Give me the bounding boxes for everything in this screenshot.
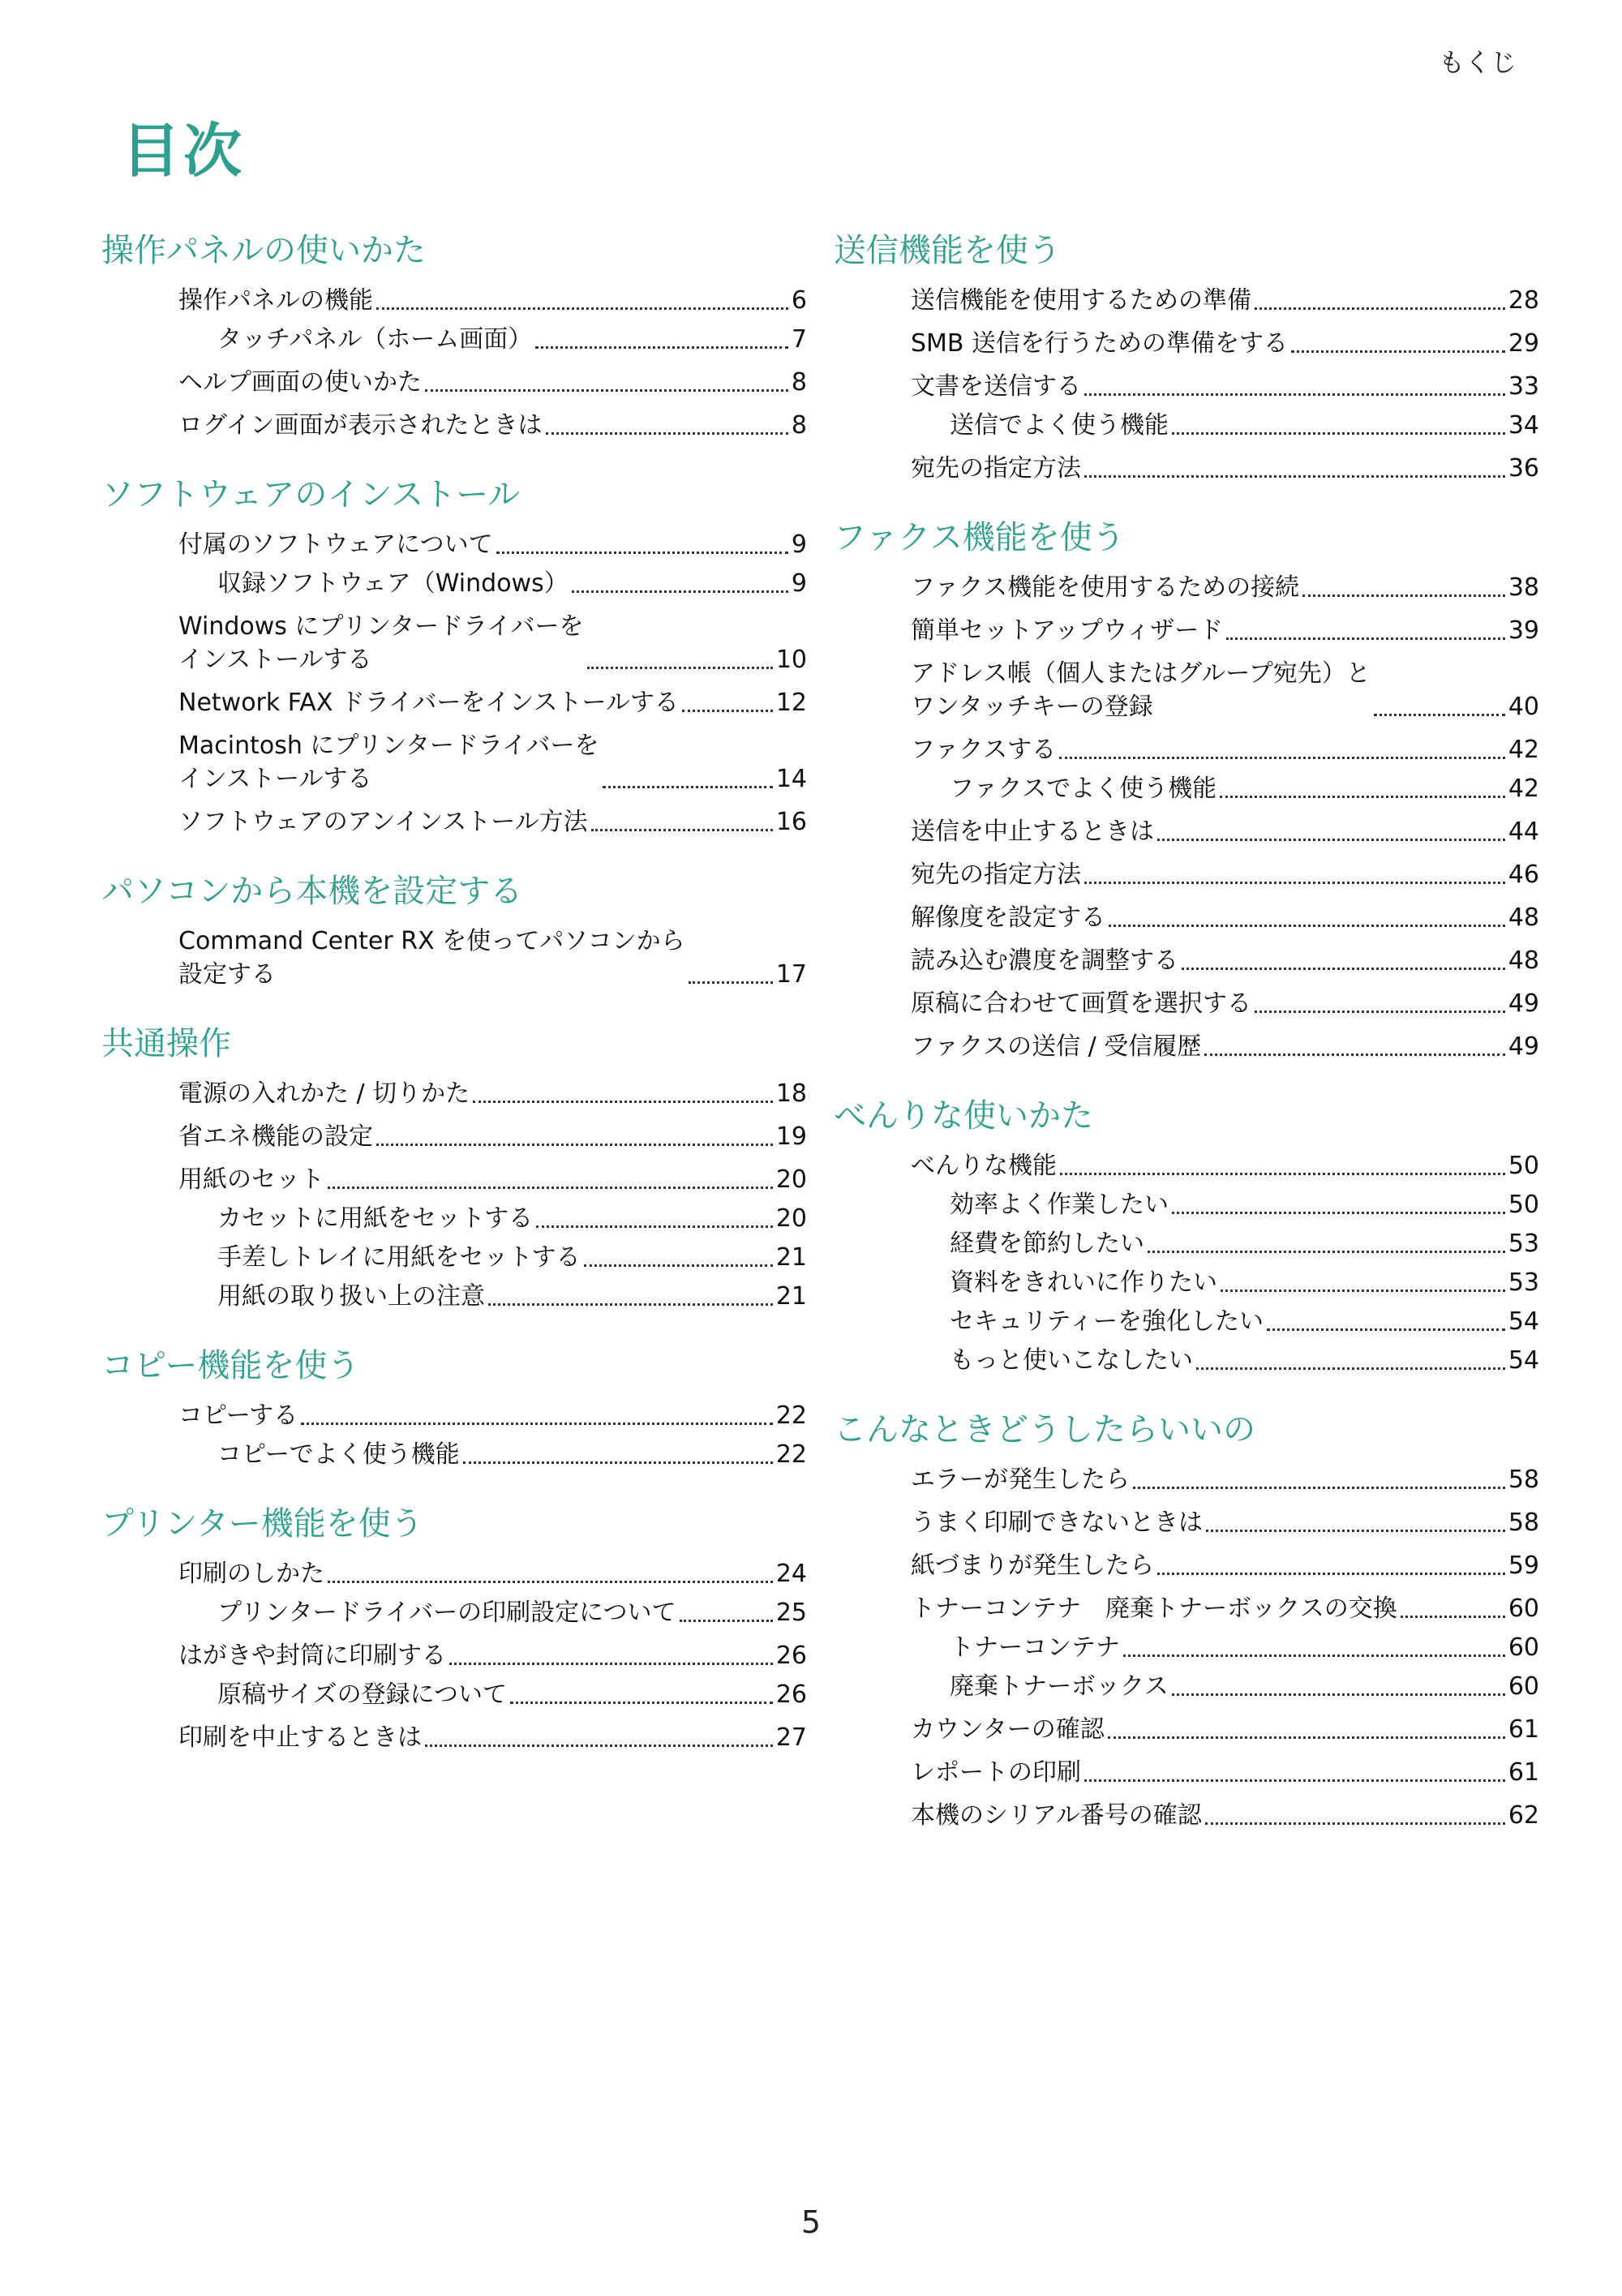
dot-leader: [689, 981, 773, 984]
toc-entry-page: 42: [1508, 775, 1539, 803]
toc-entry-label: Macintosh にプリンタードライバーを インストールする: [178, 732, 599, 793]
toc-column-left: [101, 227, 807, 1783]
toc-entry-label: 送信でよく使う機能: [950, 411, 1169, 440]
dot-leader: [488, 1303, 773, 1306]
toc-entry-page: 54: [1508, 1346, 1539, 1375]
toc-entry[interactable]: [950, 1344, 1539, 1377]
toc-entry[interactable]: [911, 901, 1539, 934]
toc-entry-label: 解像度を設定する: [911, 903, 1105, 932]
dot-leader: [591, 829, 773, 831]
toc-entry-label: Windows にプリンタードライバーを インストールする: [178, 612, 584, 674]
section-title: べんりな使いかた: [834, 1097, 1093, 1135]
dot-leader: [510, 1702, 773, 1704]
toc-entry-page: 33: [1508, 372, 1539, 401]
dot-leader: [572, 590, 788, 593]
toc-entry[interactable]: [178, 610, 807, 676]
dot-leader: [449, 1663, 773, 1665]
toc-entry[interactable]: [911, 858, 1539, 891]
toc-entry[interactable]: [178, 1557, 807, 1590]
toc-entry[interactable]: [178, 686, 807, 719]
toc-entry-label: 効率よく作業したい: [950, 1191, 1169, 1219]
toc-entry-page: 60: [1508, 1672, 1539, 1701]
toc-entry-label: 印刷のしかた: [178, 1560, 324, 1588]
toc-entry-page: 38: [1508, 573, 1539, 602]
dot-leader: [425, 389, 788, 392]
toc-entry-label: 文書を送信する: [911, 372, 1081, 401]
toc-entry-page: 42: [1508, 736, 1539, 764]
dot-leader: [1374, 714, 1505, 716]
toc-entry-page: 60: [1508, 1633, 1539, 1662]
toc-entry[interactable]: [217, 1241, 807, 1274]
dot-leader: [584, 1264, 773, 1267]
toc-entry[interactable]: [911, 1549, 1539, 1582]
toc-section: [101, 471, 807, 839]
toc-entry-page: 54: [1508, 1307, 1539, 1336]
dot-leader: [1182, 968, 1505, 970]
section-title: プリンター機能を使う: [101, 1505, 423, 1543]
toc-entry[interactable]: [217, 1202, 807, 1235]
dot-leader: [535, 346, 788, 349]
toc-entry-label: べんりな機能: [911, 1152, 1057, 1180]
toc-entry-label: トナーコンテナ: [950, 1633, 1120, 1662]
toc-entry-page: 50: [1508, 1152, 1539, 1180]
toc-entry-page: 53: [1508, 1230, 1539, 1258]
dot-leader: [1148, 1251, 1505, 1253]
toc-entry-page: 25: [775, 1599, 807, 1627]
toc-section: [101, 227, 807, 442]
toc-entry-label: 手差しトレイに用紙をセットする: [217, 1243, 581, 1272]
toc-entry-label: 原稿に合わせて画質を選択する: [911, 989, 1251, 1018]
section-title: パソコンから本機を設定する: [101, 873, 523, 910]
toc-entry[interactable]: [911, 1149, 1539, 1182]
toc-entry-page: 28: [1508, 286, 1539, 315]
toc-entry[interactable]: [950, 1305, 1539, 1338]
toc-entry-label: ヘルプ画面の使いかた: [178, 368, 422, 397]
toc-entry-label: 宛先の指定方法: [911, 454, 1081, 483]
toc-entry-label: 送信を中止するときは: [911, 818, 1154, 846]
toc-entry-label: ファクス機能を使用するための接続: [911, 573, 1300, 602]
toc-entry[interactable]: [911, 1713, 1539, 1746]
toc-entry-label: カセットに用紙をセットする: [217, 1204, 534, 1233]
toc-entry[interactable]: [911, 327, 1539, 360]
toc-entry-page: 44: [1508, 818, 1539, 846]
toc-entry-label: 省エネ機能の設定: [178, 1122, 373, 1151]
toc-entry-page: 61: [1508, 1758, 1539, 1787]
toc-entry-page: 16: [775, 808, 807, 836]
toc-entry-label: 用紙の取り扱い上の注意: [217, 1282, 485, 1311]
toc-entry-page: 10: [775, 646, 807, 674]
toc-entry-page: 14: [775, 765, 807, 793]
toc-entry-page: 20: [775, 1204, 807, 1233]
toc-entry[interactable]: [178, 1399, 807, 1432]
dot-leader: [546, 432, 788, 435]
toc-entry-page: 8: [791, 368, 807, 397]
toc-entry[interactable]: [178, 409, 807, 442]
toc-entry-label: タッチパネル（ホーム画面）: [217, 325, 533, 354]
toc-entry[interactable]: [911, 1592, 1539, 1625]
dot-leader: [1108, 1736, 1505, 1739]
toc-column-right: [834, 227, 1539, 1861]
dot-leader: [1123, 1654, 1505, 1657]
toc-entry[interactable]: [178, 1077, 807, 1110]
toc-entry[interactable]: [178, 1120, 807, 1153]
toc-entry[interactable]: [178, 1163, 807, 1196]
dot-leader: [463, 1461, 773, 1464]
toc-entry-label: エラーが発生したら: [911, 1466, 1130, 1494]
toc-entry[interactable]: [911, 815, 1539, 848]
toc-entry[interactable]: [217, 1596, 807, 1629]
toc-entry-label: 用紙のセット: [178, 1165, 324, 1194]
toc-entry-page: 26: [775, 1642, 807, 1670]
section-title: ファクス機能を使う: [834, 519, 1125, 556]
dot-leader: [536, 1225, 773, 1228]
toc-entry-label: 収録ソフトウェア（Windows）: [217, 569, 569, 598]
dot-leader: [682, 710, 773, 712]
dot-leader: [425, 1745, 773, 1747]
dot-leader: [1133, 1487, 1505, 1489]
toc-entry-label: アドレス帳（個人またはグループ宛先）と ワンタッチキーの登録: [911, 659, 1371, 721]
toc-entry[interactable]: [950, 1188, 1539, 1221]
dot-leader: [1084, 882, 1505, 884]
toc-entry-label: セキュリティーを強化したい: [950, 1307, 1264, 1336]
toc-entry-page: 29: [1508, 329, 1539, 358]
dot-leader: [1401, 1616, 1505, 1618]
toc-entry-label: コピーする: [178, 1401, 298, 1430]
toc-entry-label: Network FAX ドライバーをインストールする: [178, 689, 679, 717]
toc-entry-page: 19: [775, 1122, 807, 1151]
toc-section: [834, 514, 1539, 1063]
dot-leader: [1157, 839, 1505, 841]
dot-leader: [587, 667, 773, 669]
toc-entry[interactable]: [178, 805, 807, 839]
toc-section: [834, 1092, 1539, 1377]
dot-leader: [1255, 1011, 1505, 1013]
dot-leader: [496, 551, 788, 554]
toc-entry[interactable]: [178, 925, 807, 991]
toc-entry[interactable]: [911, 733, 1539, 766]
toc-entry[interactable]: [911, 1463, 1539, 1496]
dot-leader: [328, 1187, 773, 1189]
dot-leader: [1060, 1173, 1505, 1175]
toc-entry-label: 読み込む濃度を調整する: [911, 946, 1178, 975]
dot-leader: [301, 1423, 773, 1425]
section-title: 操作パネルの使いかた: [101, 232, 426, 269]
toc-entry[interactable]: [911, 1799, 1539, 1832]
toc-entry[interactable]: [950, 1227, 1539, 1260]
toc-entry[interactable]: [911, 452, 1539, 485]
toc-entry-label: トナーコンテナ 廃棄トナーボックスの交換: [911, 1594, 1397, 1623]
toc-entry[interactable]: [178, 528, 807, 561]
dot-leader: [603, 786, 773, 788]
toc-entry-page: 58: [1508, 1508, 1539, 1537]
toc-entry-label: ログイン画面が表示されたときは: [178, 411, 543, 440]
dot-leader: [1172, 1693, 1505, 1696]
dot-leader: [1220, 796, 1505, 798]
toc-entry[interactable]: [911, 370, 1539, 403]
toc-entry[interactable]: [911, 614, 1539, 647]
dot-leader: [1109, 925, 1505, 927]
toc-section: [101, 1020, 807, 1313]
toc-entry-label: プリンタードライバーの印刷設定について: [217, 1599, 676, 1627]
toc-entry[interactable]: [911, 1030, 1539, 1063]
toc-entry-label: もっと使いこなしたい: [950, 1346, 1193, 1375]
toc-entry-page: 53: [1508, 1268, 1539, 1297]
toc-entry-label: 宛先の指定方法: [911, 860, 1081, 889]
toc-entry[interactable]: [950, 409, 1539, 442]
toc-entry-page: 34: [1508, 411, 1539, 440]
dot-leader: [328, 1581, 773, 1583]
dot-leader: [1172, 1212, 1505, 1214]
toc-entry[interactable]: [911, 571, 1539, 604]
toc-entry-label: ファクスする: [911, 736, 1057, 764]
dot-leader: [1084, 475, 1505, 478]
toc-section: [834, 1406, 1539, 1832]
toc-entry-page: 40: [1508, 693, 1539, 721]
toc-entry[interactable]: [950, 1631, 1539, 1664]
toc-entry-page: 48: [1508, 903, 1539, 932]
toc-entry[interactable]: [178, 366, 807, 399]
toc-entry[interactable]: [911, 987, 1539, 1020]
toc-entry-page: 58: [1508, 1466, 1539, 1494]
toc-entry-label: コピーでよく使う機能: [217, 1440, 460, 1469]
toc-entry[interactable]: [950, 1670, 1539, 1703]
toc-entry-label: ファクスの送信 / 受信履歴: [911, 1032, 1202, 1061]
toc-entry-label: 送信機能を使用するための準備: [911, 286, 1251, 315]
toc-entry[interactable]: [217, 323, 807, 356]
toc-entry-page: 36: [1508, 454, 1539, 483]
toc-entry[interactable]: [911, 657, 1539, 723]
toc-entry-label: 紙づまりが発生したら: [911, 1551, 1154, 1580]
toc-entry[interactable]: [217, 567, 807, 600]
toc-entry-page: 21: [775, 1282, 807, 1311]
dot-leader: [680, 1620, 773, 1622]
toc-entry-label: Command Center RX を使ってパソコンから 設定する: [178, 927, 685, 989]
toc-entry-page: 18: [775, 1079, 807, 1108]
toc-entry[interactable]: [911, 284, 1539, 317]
toc-section: [101, 1342, 807, 1471]
toc-entry-page: 12: [775, 689, 807, 717]
toc-entry[interactable]: [217, 1280, 807, 1313]
dot-leader: [1221, 1290, 1505, 1292]
dot-leader: [1084, 1779, 1505, 1782]
toc-entry-label: 簡単セットアップウィザード: [911, 616, 1224, 645]
toc-entry-page: 17: [775, 960, 807, 989]
toc-entry-label: うまく印刷できないときは: [911, 1508, 1203, 1537]
toc-entry[interactable]: [950, 772, 1539, 805]
dot-leader: [1291, 350, 1505, 353]
page-number: 5: [800, 2204, 822, 2240]
toc-entry-page: 9: [791, 569, 807, 598]
toc-entry-label: SMB 送信を行うための準備をする: [911, 329, 1289, 358]
toc-entry-page: 9: [791, 530, 807, 559]
section-title: 送信機能を使う: [834, 232, 1061, 269]
dot-leader: [1226, 637, 1505, 640]
toc-entry-label: 資料をきれいに作りたい: [950, 1268, 1217, 1297]
toc-entry-page: 8: [791, 411, 807, 440]
dot-leader: [1267, 1328, 1505, 1331]
toc-entry-label: 本機のシリアル番号の確認: [911, 1801, 1202, 1830]
toc-entry-page: 60: [1508, 1594, 1539, 1623]
dot-leader: [376, 1144, 773, 1146]
toc-entry-label: ソフトウェアのアンインストール方法: [178, 808, 588, 836]
toc-entry-page: 62: [1508, 1801, 1539, 1830]
toc-entry-label: 廃棄トナーボックス: [950, 1672, 1169, 1701]
toc-entry[interactable]: [178, 1639, 807, 1672]
dot-leader: [1157, 1573, 1505, 1575]
toc-entry-page: 46: [1508, 860, 1539, 889]
toc-entry-page: 59: [1508, 1551, 1539, 1580]
toc-entry[interactable]: [950, 1266, 1539, 1299]
toc-entry-label: レポートの印刷: [911, 1758, 1081, 1787]
toc-entry[interactable]: [217, 1678, 807, 1711]
dot-leader: [1196, 1367, 1505, 1370]
toc-entry-page: 20: [775, 1165, 807, 1194]
toc-entry-page: 7: [791, 325, 807, 354]
dot-leader: [376, 307, 788, 310]
toc-entry[interactable]: [178, 729, 807, 796]
toc-entry-page: 61: [1508, 1715, 1539, 1744]
dot-leader: [1205, 1822, 1505, 1825]
toc-entry-page: 48: [1508, 946, 1539, 975]
toc-entry-page: 49: [1508, 989, 1539, 1018]
toc-section: [101, 868, 807, 991]
toc-entry-page: 22: [775, 1401, 807, 1430]
toc-section: [834, 227, 1539, 485]
toc-entry[interactable]: [217, 1438, 807, 1471]
section-title: こんなときどうしたらいいの: [834, 1411, 1255, 1448]
section-title: 共通操作: [101, 1025, 231, 1062]
toc-section: [101, 1500, 807, 1754]
toc-entry-label: 原稿サイズの登録について: [217, 1680, 507, 1709]
toc-entry-page: 39: [1508, 616, 1539, 645]
dot-leader: [1255, 307, 1505, 310]
dot-leader: [1084, 393, 1505, 396]
dot-leader: [1302, 594, 1505, 597]
dot-leader: [1204, 1054, 1505, 1056]
toc-entry-label: 電源の入れかた / 切りかた: [178, 1079, 470, 1108]
toc-entry[interactable]: [911, 1756, 1539, 1789]
section-title: ソフトウェアのインストール: [101, 476, 521, 513]
toc-entry-page: 21: [775, 1243, 807, 1272]
toc-entry[interactable]: [911, 944, 1539, 977]
dot-leader: [473, 1101, 773, 1103]
toc-entry-label: 付属のソフトウェアについて: [178, 530, 493, 559]
toc-entry-page: 27: [775, 1723, 807, 1752]
dot-leader: [1172, 432, 1505, 435]
toc-entry-label: 印刷を中止するときは: [178, 1723, 422, 1752]
toc-entry-page: 6: [791, 286, 807, 315]
toc-entry-page: 24: [775, 1560, 807, 1588]
page-title: 目次: [122, 117, 246, 185]
toc-entry-label: ファクスでよく使う機能: [950, 775, 1217, 803]
running-header: もくじ: [1438, 47, 1517, 78]
toc-entry[interactable]: [178, 1721, 807, 1754]
toc-entry[interactable]: [178, 284, 807, 317]
toc-entry-page: 49: [1508, 1032, 1539, 1061]
toc-entry-label: 経費を節約したい: [950, 1230, 1144, 1258]
toc-entry-page: 26: [775, 1680, 807, 1709]
toc-entry-label: はがきや封筒に印刷する: [178, 1642, 446, 1670]
toc-entry-page: 50: [1508, 1191, 1539, 1219]
toc-entry-label: 操作パネルの機能: [178, 286, 373, 315]
dot-leader: [1206, 1530, 1505, 1532]
section-title: コピー機能を使う: [101, 1347, 360, 1384]
dot-leader: [1059, 757, 1505, 759]
toc-entry-label: カウンターの確認: [911, 1715, 1105, 1744]
toc-entry[interactable]: [911, 1506, 1539, 1539]
toc-entry-page: 22: [775, 1440, 807, 1469]
